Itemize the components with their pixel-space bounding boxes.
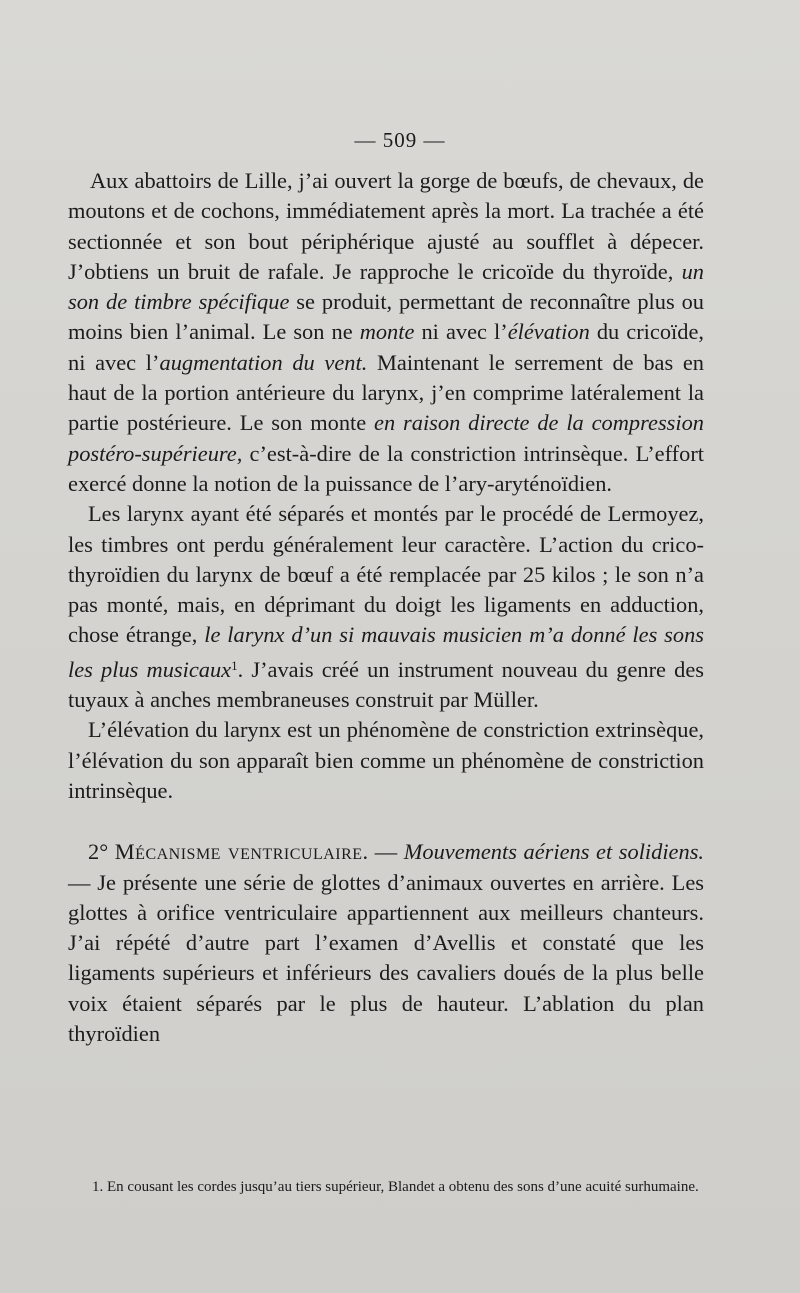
footnote-marker: 1: [231, 657, 238, 673]
paragraph-elevation: L’élévation du larynx est un phénomène de constriction extrinsèque, l’élévation du son apparaît bien comme un phénomène de constriction intrinsèque.: [68, 717, 704, 803]
italic-run: Mouvements aériens et solidiens.: [403, 839, 705, 865]
paragraph-larynx-separes: [68, 499, 704, 715]
text-run: . J’avais créé un instrument nouveau du genre des tuyaux à anches membraneuses construit par Müller.: [68, 656, 704, 713]
text-run: se produit, permettant de reconnaître plus ou moins bien l’animal. Le son ne: [68, 289, 704, 345]
italic-run: un son de timbre spécifique: [68, 258, 704, 315]
italic-run: augmentation du vent.: [159, 349, 368, 375]
text-run: Aux abattoirs de Lille, j’ai ouvert la gorge de bœufs, de chevaux, de moutons et de cochons, immédiatement après la mort. La trachée a été sectionnée et son bout périphérique ajusté au soufflet à dépecer. J’obtiens un bruit de rafale. Je rapproche le cricoïde du thyroïde,: [68, 168, 704, 284]
section-heading: Mécanisme ventriculaire: [114, 839, 363, 865]
paragraph-abattoirs: [68, 166, 704, 499]
paragraph-mecanisme-ventriculaire: [68, 837, 704, 1049]
text-run: Maintenant le serrement de bas en haut de la portion antérieure du larynx, j’en comprime latéralement la partie postérieure. Le son monte: [68, 349, 704, 436]
text-run: . —: [362, 839, 404, 865]
italic-run: le larynx d’un si mauvais musicien m’a donné les sons les plus musicaux: [68, 622, 704, 682]
text-run: — Je présente une série de glottes d’animaux ouvertes en arrière. Les glottes à orifice ventriculaire appartiennent aux meilleurs chanteurs. J’ai répété d’autre part l’examen d’Avellis et constaté que les ligaments supérieurs et inférieurs des cavaliers doués de la plus belle voix étaient séparés par le plus de hauteur. L’ablation du plan thyroïdien: [68, 869, 704, 1047]
footnote: 1. En cousant les cordes jusqu’au tiers supérieur, Blandet a obtenu des sons d’une acuité surhumaine.: [92, 1179, 699, 1195]
body-text: [68, 166, 704, 1049]
page-number: — 509 —: [354, 128, 446, 152]
text-run: ni avec l’: [414, 319, 508, 345]
text-run: Les larynx ayant été séparés et montés par le procédé de Lermoyez, les timbres ont perdu généralement leur caractère. L’action du crico-thyroïdien du larynx de bœuf a été remplacée par 25 kilos ; le son n’a pas monté, mais, en déprimant du doigt les ligaments en adduction, chose étrange,: [68, 501, 704, 648]
italic-run: monte: [359, 319, 415, 345]
italic-run: en raison directe de la compression postéro-supérieure,: [68, 410, 704, 466]
section-number: 2°: [88, 839, 115, 865]
text-run: du cricoïde, ni avec l’: [68, 319, 704, 375]
italic-run: élévation: [507, 319, 590, 345]
text-run: c’est-à-dire de la constriction intrinsèque. L’effort exercé donne la notion de la puissance de l’ary-aryténoïdien.: [68, 440, 704, 496]
